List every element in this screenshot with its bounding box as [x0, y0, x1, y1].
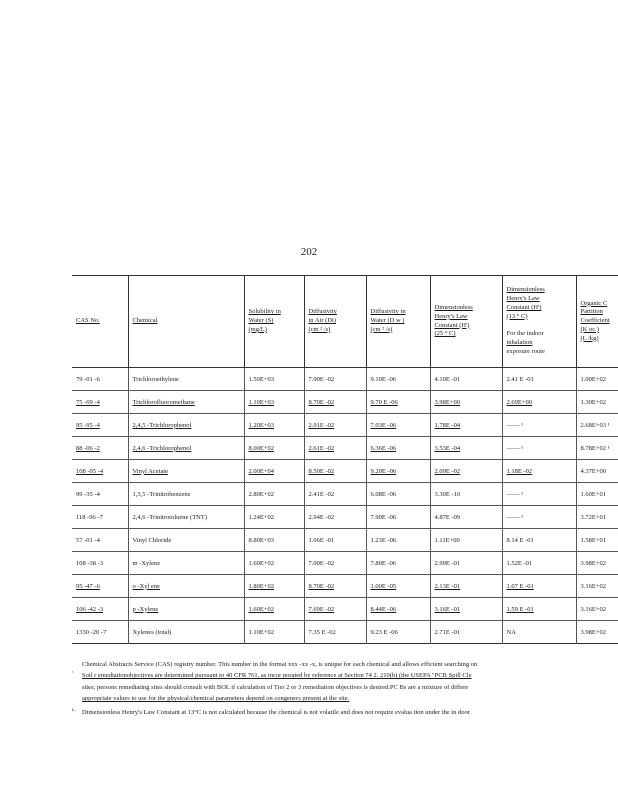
footnote-marker: ¹	[72, 671, 74, 677]
footnote-text: sites; persons remediating sites should consult with BOL if calculation of Tier 2 or 3 remediation objectives is desired.PC Bs are a mixture of differe	[82, 683, 469, 691]
header-line: (mg/L)	[248, 325, 267, 333]
table-cell: 2.71E -01	[430, 621, 502, 644]
table-cell: 1.20E+03	[244, 414, 304, 437]
table-cell: Vinyl Acetate	[128, 460, 244, 483]
table-cell: 7.90E -02	[304, 368, 366, 391]
table-cell: 7.80E -06	[366, 552, 430, 575]
table-cell: 2.91E -02	[304, 414, 366, 437]
table-cell: 7.90E -06	[366, 506, 430, 529]
header-line: Henry's Law	[434, 312, 468, 320]
table-cell: 9.23 E -06	[366, 621, 430, 644]
footnote-marker: L	[72, 707, 76, 713]
table-cell: Xylenes (total)	[128, 621, 244, 644]
table-cell: 2,4,6 -Trichlorophenol	[128, 437, 244, 460]
table-cell: 2.00E+04	[244, 460, 304, 483]
header-line: Henry's Law	[506, 295, 540, 303]
table-cell: 8.00E+02	[244, 437, 304, 460]
table-row	[72, 437, 618, 460]
table-row	[72, 414, 618, 437]
table-cell: 8.70E -02	[304, 391, 366, 414]
header-henry-13c	[502, 276, 576, 368]
table-cell: 1.52E -01	[502, 552, 576, 575]
table-cell: 8.80E+03	[244, 529, 304, 552]
table-cell: Trichloroethylene	[128, 368, 244, 391]
table-row	[72, 460, 618, 483]
table-cell: 1.60E+02	[244, 598, 304, 621]
table-cell: p -Xylene	[128, 598, 244, 621]
footnote-text: Soil r emediationobjectives are determined pursuant to 40 CFR 761, as incor porated by reference at Section 74 2. 210(b) (the USEPA "PCB Spill Cle	[82, 672, 472, 680]
header-line: exposure route	[506, 347, 545, 355]
header-line: (K oc )	[580, 325, 599, 333]
table-cell: —— ¹	[502, 506, 576, 529]
table-cell: —— ¹	[502, 414, 576, 437]
table-cell: 2.41E -02	[304, 483, 366, 506]
header-line: For the indoor	[506, 330, 544, 338]
table-cell: 2.61E -02	[304, 437, 366, 460]
chemical-properties-table-container	[72, 275, 618, 644]
table-cell: 4.37E+00	[576, 460, 618, 483]
header-line: inhalation	[506, 339, 533, 347]
table-cell: 2,4,5 -Trichlorophenol	[128, 414, 244, 437]
footnote	[72, 671, 618, 680]
table-row	[72, 483, 618, 506]
table-cell: 8.44E -06	[366, 598, 430, 621]
table-cell: 2.13E -01	[430, 575, 502, 598]
table-cell: m -Xylene	[128, 552, 244, 575]
table-cell: 7.00E -02	[304, 552, 366, 575]
header-line: Constant (H')	[434, 321, 470, 329]
table-cell: 8.14 E -01	[502, 529, 576, 552]
table-cell: 1.06E -01	[304, 529, 366, 552]
table-cell: 2,4,6 -Trinitrotoluene (TNT)	[128, 506, 244, 529]
footnote-text: Chemical Abstracts Service (CAS) registry number. This number in the format xxx -xx -x, is unique for each chemical and allows efficient searching on	[82, 661, 478, 668]
table-row	[72, 621, 618, 644]
table-cell: 1.80E+02	[244, 575, 304, 598]
header-diffusivity-water	[366, 276, 430, 368]
table-row	[72, 598, 618, 621]
table-row	[72, 575, 618, 598]
table-cell: 3.98E+02	[576, 621, 618, 644]
table-cell: 6.36E -06	[366, 437, 430, 460]
page-number: 202	[300, 246, 318, 258]
table-cell: 4.87E -09	[430, 506, 502, 529]
table-cell: 7.69E -02	[304, 598, 366, 621]
table-cell: 57 -01 -4	[76, 536, 100, 544]
header-solubility	[244, 276, 304, 368]
header-line: (13 ° C)	[506, 312, 528, 320]
table-cell: 3.98E+00	[430, 391, 502, 414]
table-cell: 3.16E+02	[576, 575, 618, 598]
table-cell: 2.09E -02	[430, 460, 502, 483]
footnote	[72, 660, 618, 669]
table-cell: 1.59 E -01	[502, 598, 576, 621]
table-row	[72, 529, 618, 552]
table-cell: 75 -69 -4	[76, 398, 100, 406]
table-cell: 2.80E+02	[244, 483, 304, 506]
table-cell: 1330 -20 -7	[76, 628, 107, 636]
header-cas-no	[72, 276, 128, 368]
table-cell: 2.41 E -01	[502, 368, 576, 391]
table-cell: 8.50E -02	[304, 460, 366, 483]
header-line: Dimensionless	[506, 286, 545, 294]
table-cell: 79 -01 -6	[76, 375, 100, 383]
header-henry-25c	[430, 276, 502, 368]
table-cell: o -Xyl ene	[128, 575, 244, 598]
table-body	[72, 368, 618, 644]
table-cell: 1.10E+03	[244, 391, 304, 414]
table-cell: 7.03E -06	[366, 414, 430, 437]
table-cell: —— ¹	[502, 483, 576, 506]
header-line: Diffusivity	[308, 308, 337, 316]
table-cell: NA	[502, 621, 576, 644]
table-cell: 1.10E+02	[244, 621, 304, 644]
table-cell: 95 -47 -6	[76, 582, 100, 590]
table-cell: 95 -95 -4	[76, 421, 100, 429]
table-cell: 1.60E+01	[576, 483, 618, 506]
header-line: (cm ² /s)	[370, 325, 393, 333]
table-row	[72, 506, 618, 529]
footnote-text: appropriate values to use for the physical/chemical parameters depend on congeners present at the site.	[82, 695, 350, 703]
header-line: Organic C	[580, 299, 608, 307]
footnote	[72, 683, 618, 692]
header-line: (L /kg)	[580, 334, 599, 342]
footnote	[72, 708, 618, 717]
table-cell: 8.78E+02 ¹	[576, 437, 618, 460]
header-line: CAS No.	[76, 317, 100, 325]
table-cell: 108 -38 -3	[76, 559, 104, 567]
table-cell: 1.30E+02	[576, 391, 618, 414]
header-line: Water (D w )	[370, 317, 405, 325]
table-cell: 1.78E -04	[430, 414, 502, 437]
table-cell: 8.70E -02	[304, 575, 366, 598]
table-row	[72, 368, 618, 391]
header-line: (cm ² /s)	[308, 325, 331, 333]
table-cell: 1.23E -06	[366, 529, 430, 552]
footnote-text: Dimensionless Henry's Law Constant at 13°C is not calculated because the chemical is not volatile and does not require evalua tion under the in door	[82, 708, 470, 716]
footnotes	[72, 660, 618, 719]
table-cell: 1.58E+01	[576, 529, 618, 552]
table-cell: 1.18E -02	[502, 460, 576, 483]
table-cell: 3.53E -04	[430, 437, 502, 460]
table-cell: Trichlorofluoromethane	[128, 391, 244, 414]
table-cell: 7.35 E -02	[304, 621, 366, 644]
table-cell: 1.00E -05	[366, 575, 430, 598]
table-cell: Vinyl Chloride	[128, 529, 244, 552]
header-diffusivity-air	[304, 276, 366, 368]
chemical-properties-table	[72, 275, 618, 644]
table-cell: 9.70 E -06	[366, 391, 430, 414]
table-cell: 99 -35 -4	[76, 490, 100, 498]
table-cell: 88 -06 -2	[76, 444, 100, 452]
header-chemical	[128, 276, 244, 368]
table-cell: 2.94E -02	[304, 506, 366, 529]
header-line: Constant (H')	[506, 303, 542, 311]
table-cell: 2.69E+00	[502, 391, 576, 414]
table-cell: 1.60E+02	[244, 552, 304, 575]
table-cell: 106 -42 -3	[76, 605, 104, 613]
table-cell: 1.50E+03	[244, 368, 304, 391]
header-line: Diffusivity in	[370, 308, 406, 316]
table-row	[72, 391, 618, 414]
header-line: Chemical	[132, 317, 158, 325]
table-cell: 1.24E+02	[244, 506, 304, 529]
header-line: Coefficient	[580, 317, 610, 325]
table-cell: 3.16E -01	[430, 598, 502, 621]
table-cell: 108 -05 -4	[76, 467, 104, 475]
table-cell: 118 -96 -7	[76, 513, 103, 521]
table-cell: 3.30E -10	[430, 483, 502, 506]
table-cell: 1.11E+00	[430, 529, 502, 552]
table-cell: 2.99E -01	[430, 552, 502, 575]
table-cell: 1,3,5 -Trinitrobenzene	[128, 483, 244, 506]
header-line: Solubility in	[248, 308, 281, 316]
header-line: Dimensionless	[434, 303, 473, 311]
table-cell: 4.10E -01	[430, 368, 502, 391]
header-koc	[576, 276, 618, 368]
table-cell: 9.10E -06	[366, 368, 430, 391]
table-cell: 3.98E+02	[576, 552, 618, 575]
table-cell: 1.07 E -01	[502, 575, 576, 598]
header-line: Partition	[580, 308, 603, 316]
header-line	[507, 322, 572, 331]
table-cell: 2.68E+03 ¹	[576, 414, 618, 437]
header-line: in Air (Di)	[308, 317, 336, 325]
table-cell: —— ¹	[502, 437, 576, 460]
table-cell: 9.20E -06	[366, 460, 430, 483]
table-cell: 3.72E+01	[576, 506, 618, 529]
table-cell: 6.08E -06	[366, 483, 430, 506]
table-row	[72, 552, 618, 575]
table-cell: 1.00E+02	[576, 368, 618, 391]
table-header-row	[72, 276, 618, 368]
header-line: Water (S)	[248, 317, 274, 325]
header-line: (25 ° C)	[434, 330, 456, 338]
footnote	[72, 694, 618, 703]
table-cell: 3.16E+02	[576, 598, 618, 621]
